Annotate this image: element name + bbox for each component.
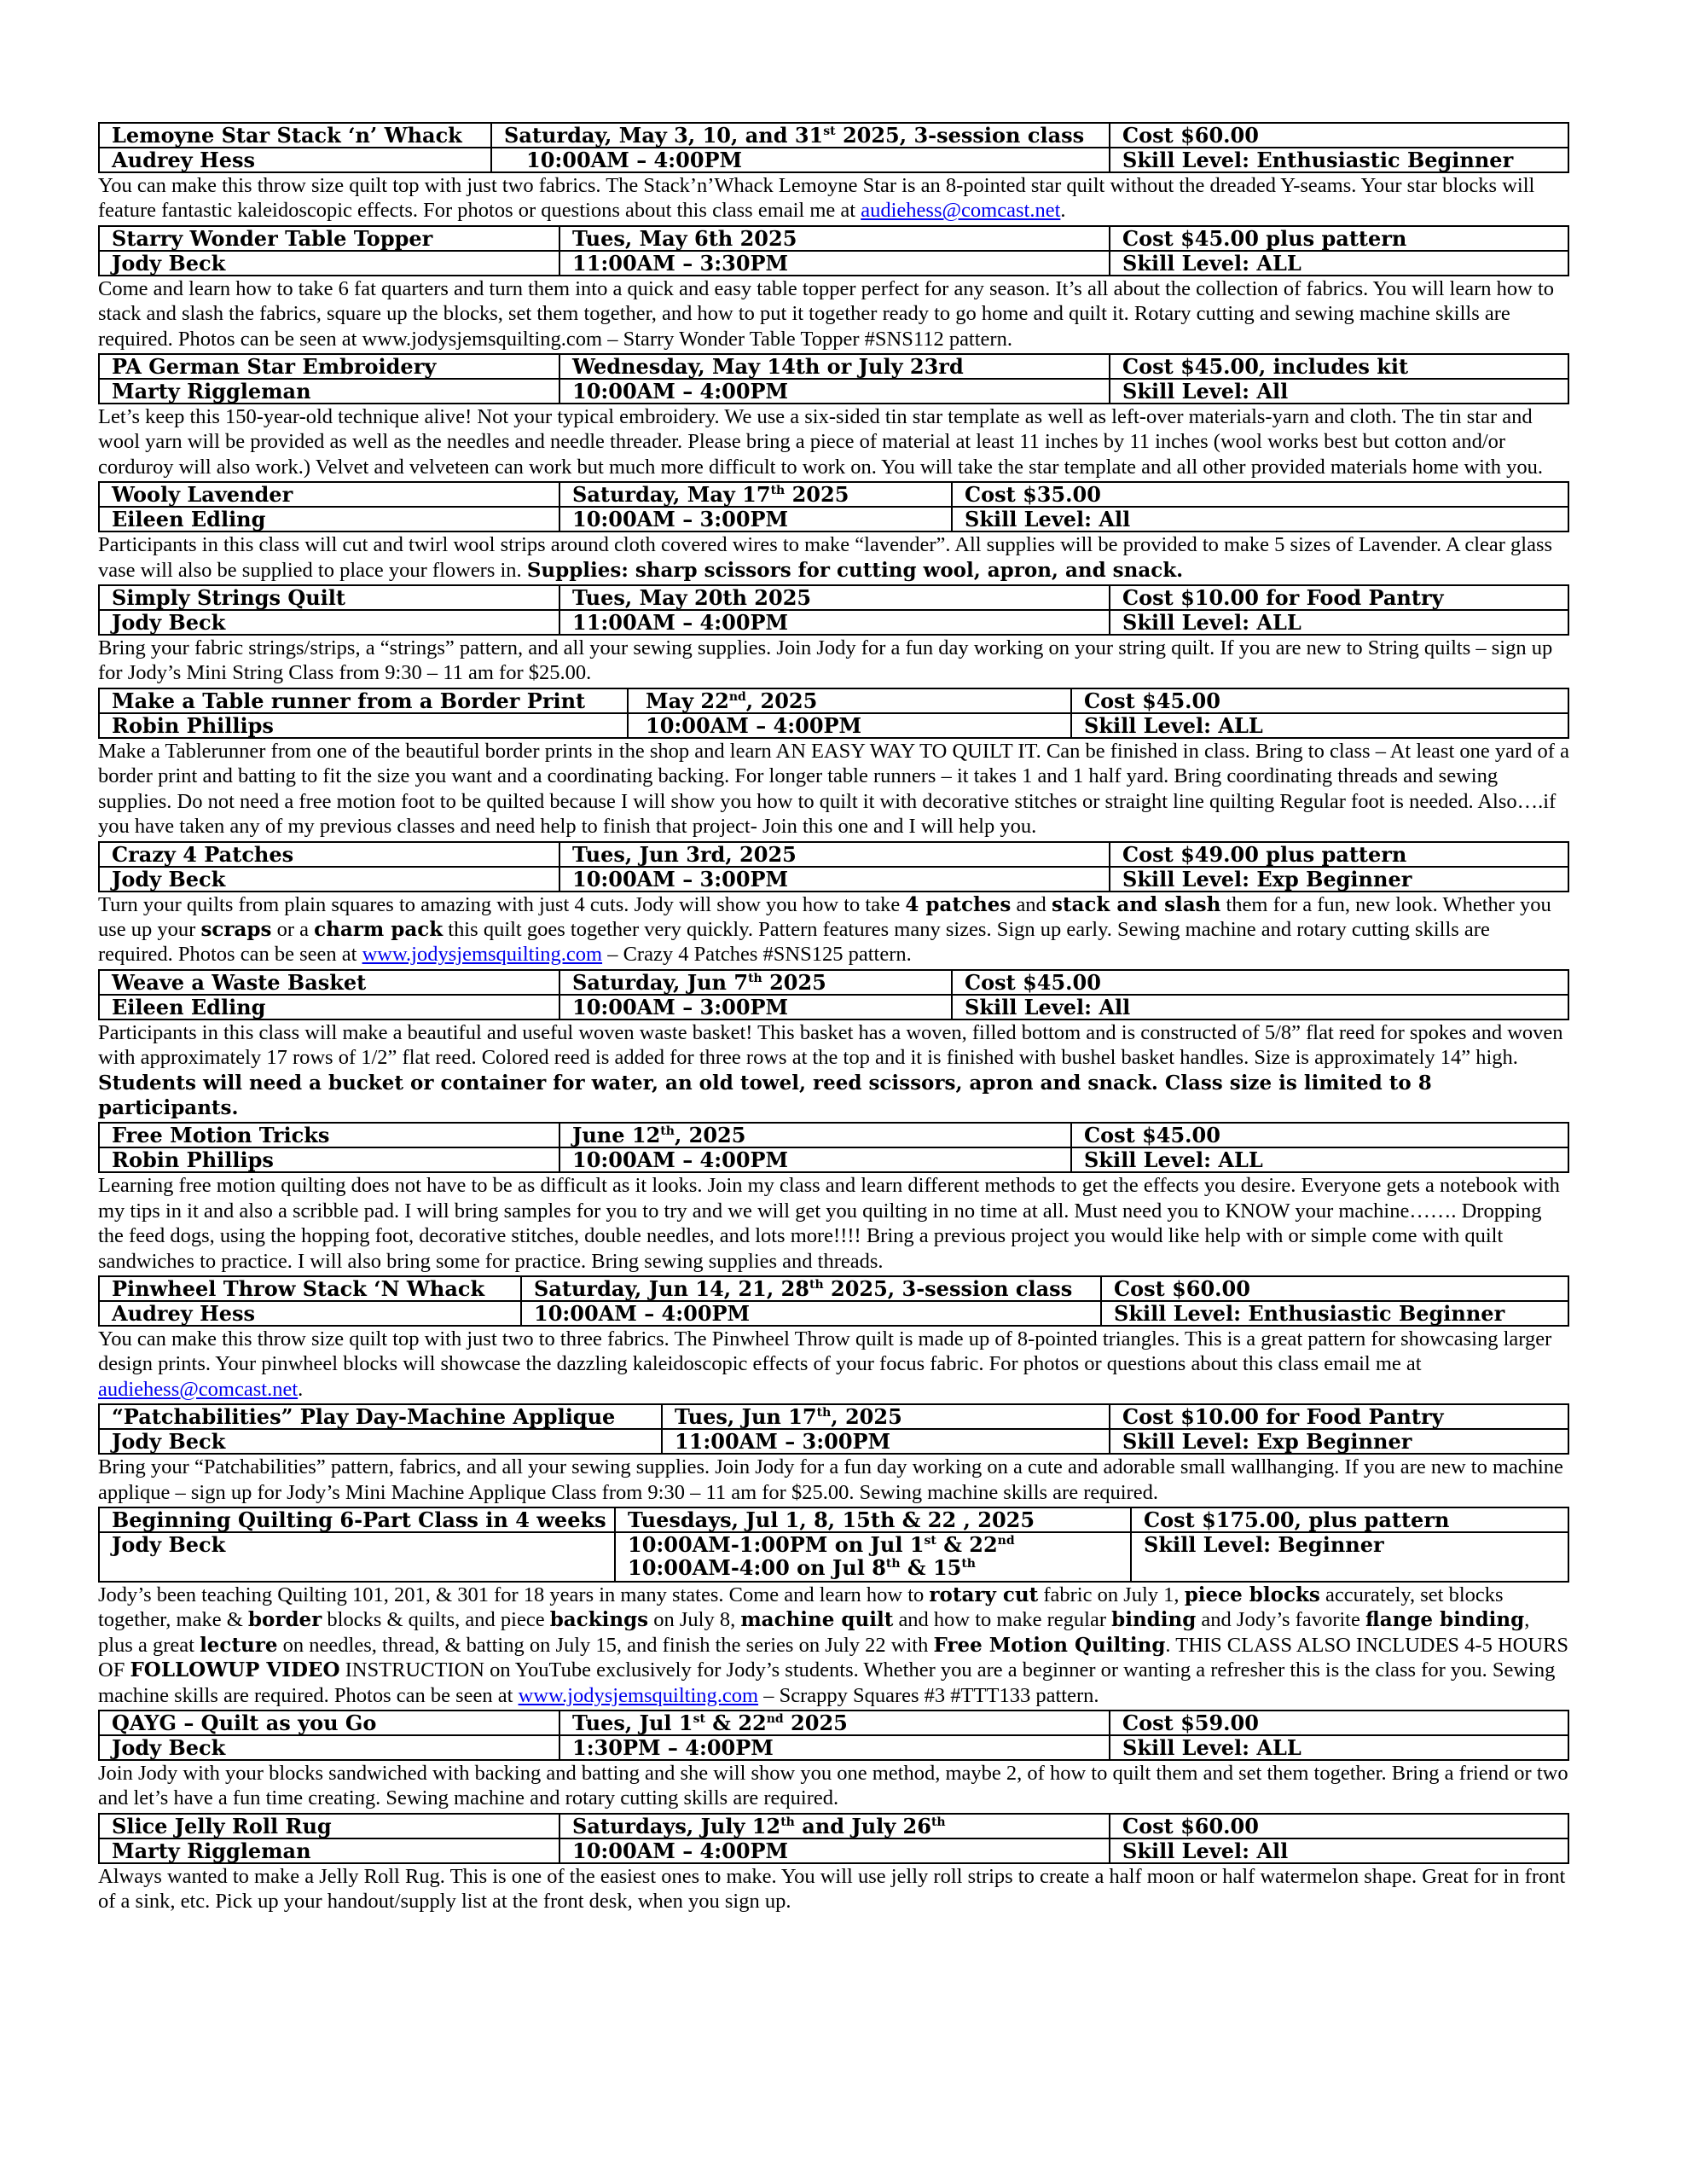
- class-cost: Cost $35.00: [952, 482, 1568, 507]
- class-cost: Cost $45.00: [1071, 688, 1568, 713]
- class-description: Join Jody with your blocks sandwiched with backing and batting and she will show you one method, maybe 2, of how to quilt them and set them together. Bring a friend or two and let’s have a fun time creating. Sewing machine and rotary cutting skills are required.: [98, 1762, 1568, 1810]
- class-header: [98, 688, 1569, 739]
- class-skill: Skill Level: All: [952, 995, 1568, 1019]
- class-instructor: Jody Beck: [99, 251, 559, 276]
- class-skill: Skill Level: ALL: [1071, 713, 1568, 738]
- class-time: 10:00AM-1:00PM on Jul 1st & 22nd 10:00AM-4:00 on Jul 8th & 15th: [615, 1532, 1131, 1582]
- website-link[interactable]: www.jodysjemsquilting.com: [362, 943, 603, 967]
- class-title: Pinwheel Throw Stack ‘N Whack: [99, 1276, 521, 1301]
- class-instructor: Jody Beck: [99, 610, 559, 635]
- class-date: Tues, Jun 17th, 2025: [662, 1404, 1110, 1429]
- class-instructor: Eileen Edling: [99, 507, 559, 531]
- class-date: May 22nd, 2025: [628, 688, 1071, 713]
- class-title: Lemoyne Star Stack ‘n’ Whack: [99, 123, 491, 148]
- class-skill: Skill Level: All: [1110, 379, 1568, 404]
- class-cost: Cost $10.00 for Food Pantry: [1110, 585, 1568, 610]
- class-description: Turn your quilts from plain squares to amazing with just 4 cuts. Jody will show you how to take 4 patches and stack and slash them for a fun, new look. Whether you use up your scraps or a charm pack this quilt goes together very quickly. Pattern features many sizes. Sign up early. Sewing machine and rotary cutting skills are required. Photos can be seen at www.jodysjemsquilting.com – Crazy 4 Patches #SNS125 pattern.: [98, 892, 1551, 967]
- class-instructor: Robin Phillips: [99, 713, 628, 738]
- class-time: 11:00AM – 4:00PM: [559, 610, 1110, 635]
- class-header: [98, 584, 1569, 636]
- class-instructor: Audrey Hess: [99, 148, 491, 172]
- class-title: Beginning Quilting 6-Part Class in 4 weeks: [99, 1507, 615, 1532]
- class-cost: Cost $60.00: [1110, 123, 1568, 148]
- class-skill: Skill Level: All: [952, 507, 1568, 531]
- class-skill: Skill Level: Beginner: [1131, 1532, 1568, 1582]
- class-time: 10:00AM – 4:00PM: [521, 1301, 1101, 1326]
- class-date: Saturday, Jun 14, 21, 28th 2025, 3-session class: [521, 1276, 1101, 1301]
- class-date: Saturday, May 17th 2025: [559, 482, 952, 507]
- class-date: Tues, Jun 3rd, 2025: [559, 842, 1110, 867]
- class-description: Participants in this class will make a beautiful and useful woven waste basket! This basket has a woven, filled bottom and is constructed of 5/8” flat reed for spokes and woven with approximately 17 rows of 1/2” flat reed. Colored reed is added for three rows at the top and it is finished with bushel basket handles. Size is approximately 14” high. Students will need a bucket or container for water, an old towel, reed scissors, apron and snack. Class size is limited to 8 participants.: [98, 1020, 1563, 1119]
- class-instructor: Marty Riggleman: [99, 1838, 559, 1863]
- class-cost: Cost $60.00: [1101, 1276, 1568, 1301]
- class-skill: Skill Level: ALL: [1110, 1735, 1568, 1760]
- class-cost: Cost $10.00 for Food Pantry: [1110, 1404, 1568, 1429]
- class-cost: Cost $60.00: [1110, 1814, 1568, 1838]
- class-instructor: Eileen Edling: [99, 995, 559, 1019]
- class-time: 10:00AM – 4:00PM: [559, 1147, 1071, 1172]
- class-description: You can make this throw size quilt top with just two to three fabrics. The Pinwheel Throw quilt is made up of 8-pointed triangles. This is a great pattern for showcasing larger design prints. Your pinwheel blocks will showcase the dazzling kaleidoscopic effects of your focus fabric. For photos or questions about this class email me at audiehess@comcast.net.: [98, 1327, 1552, 1401]
- class-instructor: Jody Beck: [99, 1532, 615, 1582]
- class-time: 1:30PM – 4:00PM: [559, 1735, 1110, 1760]
- class-header: [98, 1710, 1569, 1761]
- class-instructor: Jody Beck: [99, 1429, 662, 1454]
- class-header: [98, 841, 1569, 892]
- class-description: Learning free motion quilting does not have to be as difficult as it looks. Join my class and learn different methods to get the effects you desire. Everyone gets a notebook with my tips in it and also a scribble pad. I will bring samples for you to try and we will get you quilting in no time at all. Must need you to KNOW your machine……. Dropping the feed dogs, using the hopping foot, decorative stitches, double needles, and lots more!!!! Bring a previous project you would like help with or simple come with quilt sandwiches to practice. I will also bring some for practice. Bring sewing supplies and threads.: [98, 1174, 1560, 1273]
- class-title: Make a Table runner from a Border Print: [99, 688, 628, 713]
- class-title: Wooly Lavender: [99, 482, 559, 507]
- class-description: Bring your fabric strings/strips, a “strings” pattern, and all your sewing supplies. Join Jody for a fun day working on your string quilt. If you are new to String quilts – sign up for Jody’s Mini String Class from 9:30 – 11 am for $25.00.: [98, 636, 1553, 685]
- class-instructor: Jody Beck: [99, 1735, 559, 1760]
- class-date: Wednesday, May 14th or July 23rd: [559, 354, 1110, 379]
- class-cost: Cost $175.00, plus pattern: [1131, 1507, 1568, 1532]
- class-time: 10:00AM – 4:00PM: [559, 379, 1110, 404]
- class-header: [98, 481, 1569, 532]
- class-header: [98, 225, 1569, 276]
- class-description: Jody’s been teaching Quilting 101, 201, & 301 for 18 years in many states. Come and learn how to rotary cut fabric on July 1, piece blocks accurately, set blocks together, make & border blocks & quilts, and piece backings on July 8, machine quilt and how to make regular binding and Jody’s favorite flange binding, plus a great lecture on needles, thread, & batting on July 15, and finish the series on July 22 with Free Motion Quilting. THIS CLASS ALSO INCLUDES 4-5 HOURS OF FOLLOWUP VIDEO INSTRUCTION on YouTube exclusively for Jody’s students. Whether you are a beginner or wanting a refresher this is the class for you. Sewing machine skills are required. Photos can be seen at www.jodysjemsquilting.com – Scrappy Squares #3 #TTT133 pattern.: [98, 1583, 1569, 1707]
- class-cost: Cost $59.00: [1110, 1711, 1568, 1735]
- email-link[interactable]: audiehess@comcast.net: [98, 1377, 299, 1401]
- class-title: Crazy 4 Patches: [99, 842, 559, 867]
- class-description: Always wanted to make a Jelly Roll Rug. This is one of the easiest ones to make. You will use jelly roll strips to create a half moon or half watermelon shape. Great for in front of a sink, etc. Pick up your handout/supply list at the front desk, when you sign up.: [98, 1864, 1566, 1914]
- class-time: 10:00AM – 4:00PM: [491, 148, 1110, 172]
- class-date: Tues, May 6th 2025: [559, 226, 1110, 251]
- email-link[interactable]: audiehess@comcast.net: [861, 199, 1061, 223]
- class-title: Slice Jelly Roll Rug: [99, 1814, 559, 1838]
- class-date: Tuesdays, Jul 1, 8, 15th & 22 , 2025: [615, 1507, 1131, 1532]
- class-header: [98, 1813, 1569, 1864]
- class-cost: Cost $45.00 plus pattern: [1110, 226, 1568, 251]
- class-skill: Skill Level: Enthusiastic Beginner: [1110, 148, 1568, 172]
- class-skill: Skill Level: Exp Beginner: [1110, 867, 1568, 892]
- class-skill: Skill Level: ALL: [1071, 1147, 1568, 1172]
- class-header: [98, 1403, 1569, 1455]
- website-link[interactable]: www.jodysjemsquilting.com: [518, 1683, 759, 1707]
- class-time: 10:00AM – 3:00PM: [559, 507, 952, 531]
- class-description: Let’s keep this 150-year-old technique alive! Not your typical embroidery. We use a six-sided tin star template as well as left-over materials-yarn and cloth. The tin star and wool yarn will be provided as well as the needles and needle threader. Please bring a piece of material at least 11 inches by 11 inches (wool works best but cotton and/or corduroy will also work.) Velvet and velveteen can work but much more difficult to work on. You will take the star template and all other provided materials home with you.: [98, 405, 1543, 479]
- class-date: June 12th, 2025: [559, 1123, 1071, 1147]
- class-title: Starry Wonder Table Topper: [99, 226, 559, 251]
- class-instructor: Jody Beck: [99, 867, 559, 892]
- class-time: 10:00AM – 3:00PM: [559, 995, 952, 1019]
- class-time: 10:00AM – 4:00PM: [559, 1838, 1110, 1863]
- class-header: [98, 969, 1569, 1020]
- class-header: [98, 122, 1569, 173]
- class-description: Come and learn how to take 6 fat quarters and turn them into a quick and easy table topper perfect for any season. It’s all about the collection of fabrics. You will learn how to stack and slash the fabrics, square up the blocks, set them together, and how to put it together ready to go home and quilt it. Rotary cutting and sewing machine skills are required. Photos can be seen at www.jodysjemsquilting.com – Starry Wonder Table Topper #SNS112 pattern.: [98, 276, 1555, 351]
- class-time: 10:00AM – 3:00PM: [559, 867, 1110, 892]
- class-title: PA German Star Embroidery: [99, 354, 559, 379]
- class-description: Participants in this class will cut and twirl wool strips around cloth covered wires to make “lavender”. All supplies will be provided to make 5 sizes of Lavender. A clear glass vase will also be supplied to place your flowers in. Supplies: sharp scissors for cutting wool, apron, and snack.: [98, 533, 1553, 582]
- class-title: “Patchabilities” Play Day-Machine Applique: [99, 1404, 662, 1429]
- class-title: QAYG – Quilt as you Go: [99, 1711, 559, 1735]
- class-description: Make a Tablerunner from one of the beautiful border prints in the shop and learn AN EASY WAY TO QUILT IT. Can be finished in class. Bring to class – At least one yard of a border print and batting to fit the size you want and a coordinating backing. For longer table runners – it takes 1 and 1 half yard. Bring coordinating threads and sewing supplies. Do not need a free motion foot to be quilted because I will show you how to quilt it with decorative stitches or straight line quilting Regular foot is needed. Also….if you have taken any of my previous classes and need help to finish that project- Join this one and I will help you.: [98, 739, 1569, 839]
- class-skill: Skill Level: ALL: [1110, 251, 1568, 276]
- class-schedule: [98, 122, 1569, 1916]
- class-title: Simply Strings Quilt: [99, 585, 559, 610]
- class-time: 11:00AM – 3:30PM: [559, 251, 1110, 276]
- class-header: [98, 353, 1569, 404]
- class-time: 11:00AM – 3:00PM: [662, 1429, 1110, 1454]
- class-date: Tues, May 20th 2025: [559, 585, 1110, 610]
- class-header: [98, 1122, 1569, 1173]
- class-cost: Cost $45.00, includes kit: [1110, 354, 1568, 379]
- class-instructor: Audrey Hess: [99, 1301, 521, 1326]
- class-skill: Skill Level: ALL: [1110, 610, 1568, 635]
- class-date: Tues, Jul 1st & 22nd 2025: [559, 1711, 1110, 1735]
- class-skill: Skill Level: Exp Beginner: [1110, 1429, 1568, 1454]
- class-instructor: Robin Phillips: [99, 1147, 559, 1172]
- class-header: [98, 1507, 1569, 1583]
- class-instructor: Marty Riggleman: [99, 379, 559, 404]
- class-cost: Cost $49.00 plus pattern: [1110, 842, 1568, 867]
- class-description: You can make this throw size quilt top with just two fabrics. The Stack’n’Whack Lemoyne Star is an 8-pointed star quilt without the dreaded Y-seams. Your star blocks will feature fantastic kaleidoscopic effects. For photos or questions about this class email me at audiehess@comcast.net.: [98, 174, 1535, 223]
- class-cost: Cost $45.00: [952, 970, 1568, 995]
- class-cost: Cost $45.00: [1071, 1123, 1568, 1147]
- class-time: 10:00AM – 4:00PM: [628, 713, 1071, 738]
- class-skill: Skill Level: Enthusiastic Beginner: [1101, 1301, 1568, 1326]
- class-date: Saturday, May 3, 10, and 31st 2025, 3-session class: [491, 123, 1110, 148]
- class-title: Free Motion Tricks: [99, 1123, 559, 1147]
- class-title: Weave a Waste Basket: [99, 970, 559, 995]
- class-date: Saturdays, July 12th and July 26th: [559, 1814, 1110, 1838]
- class-header: [98, 1275, 1569, 1327]
- class-description: Bring your “Patchabilities” pattern, fabrics, and all your sewing supplies. Join Jody for a fun day working on a cute and adorable small wallhanging. If you are new to machine applique – sign up for Jody’s Mini Machine Applique Class from 9:30 – 11 am for $25.00. Sewing machine skills are required.: [98, 1455, 1563, 1504]
- class-skill: Skill Level: All: [1110, 1838, 1568, 1863]
- class-date: Saturday, Jun 7th 2025: [559, 970, 952, 995]
